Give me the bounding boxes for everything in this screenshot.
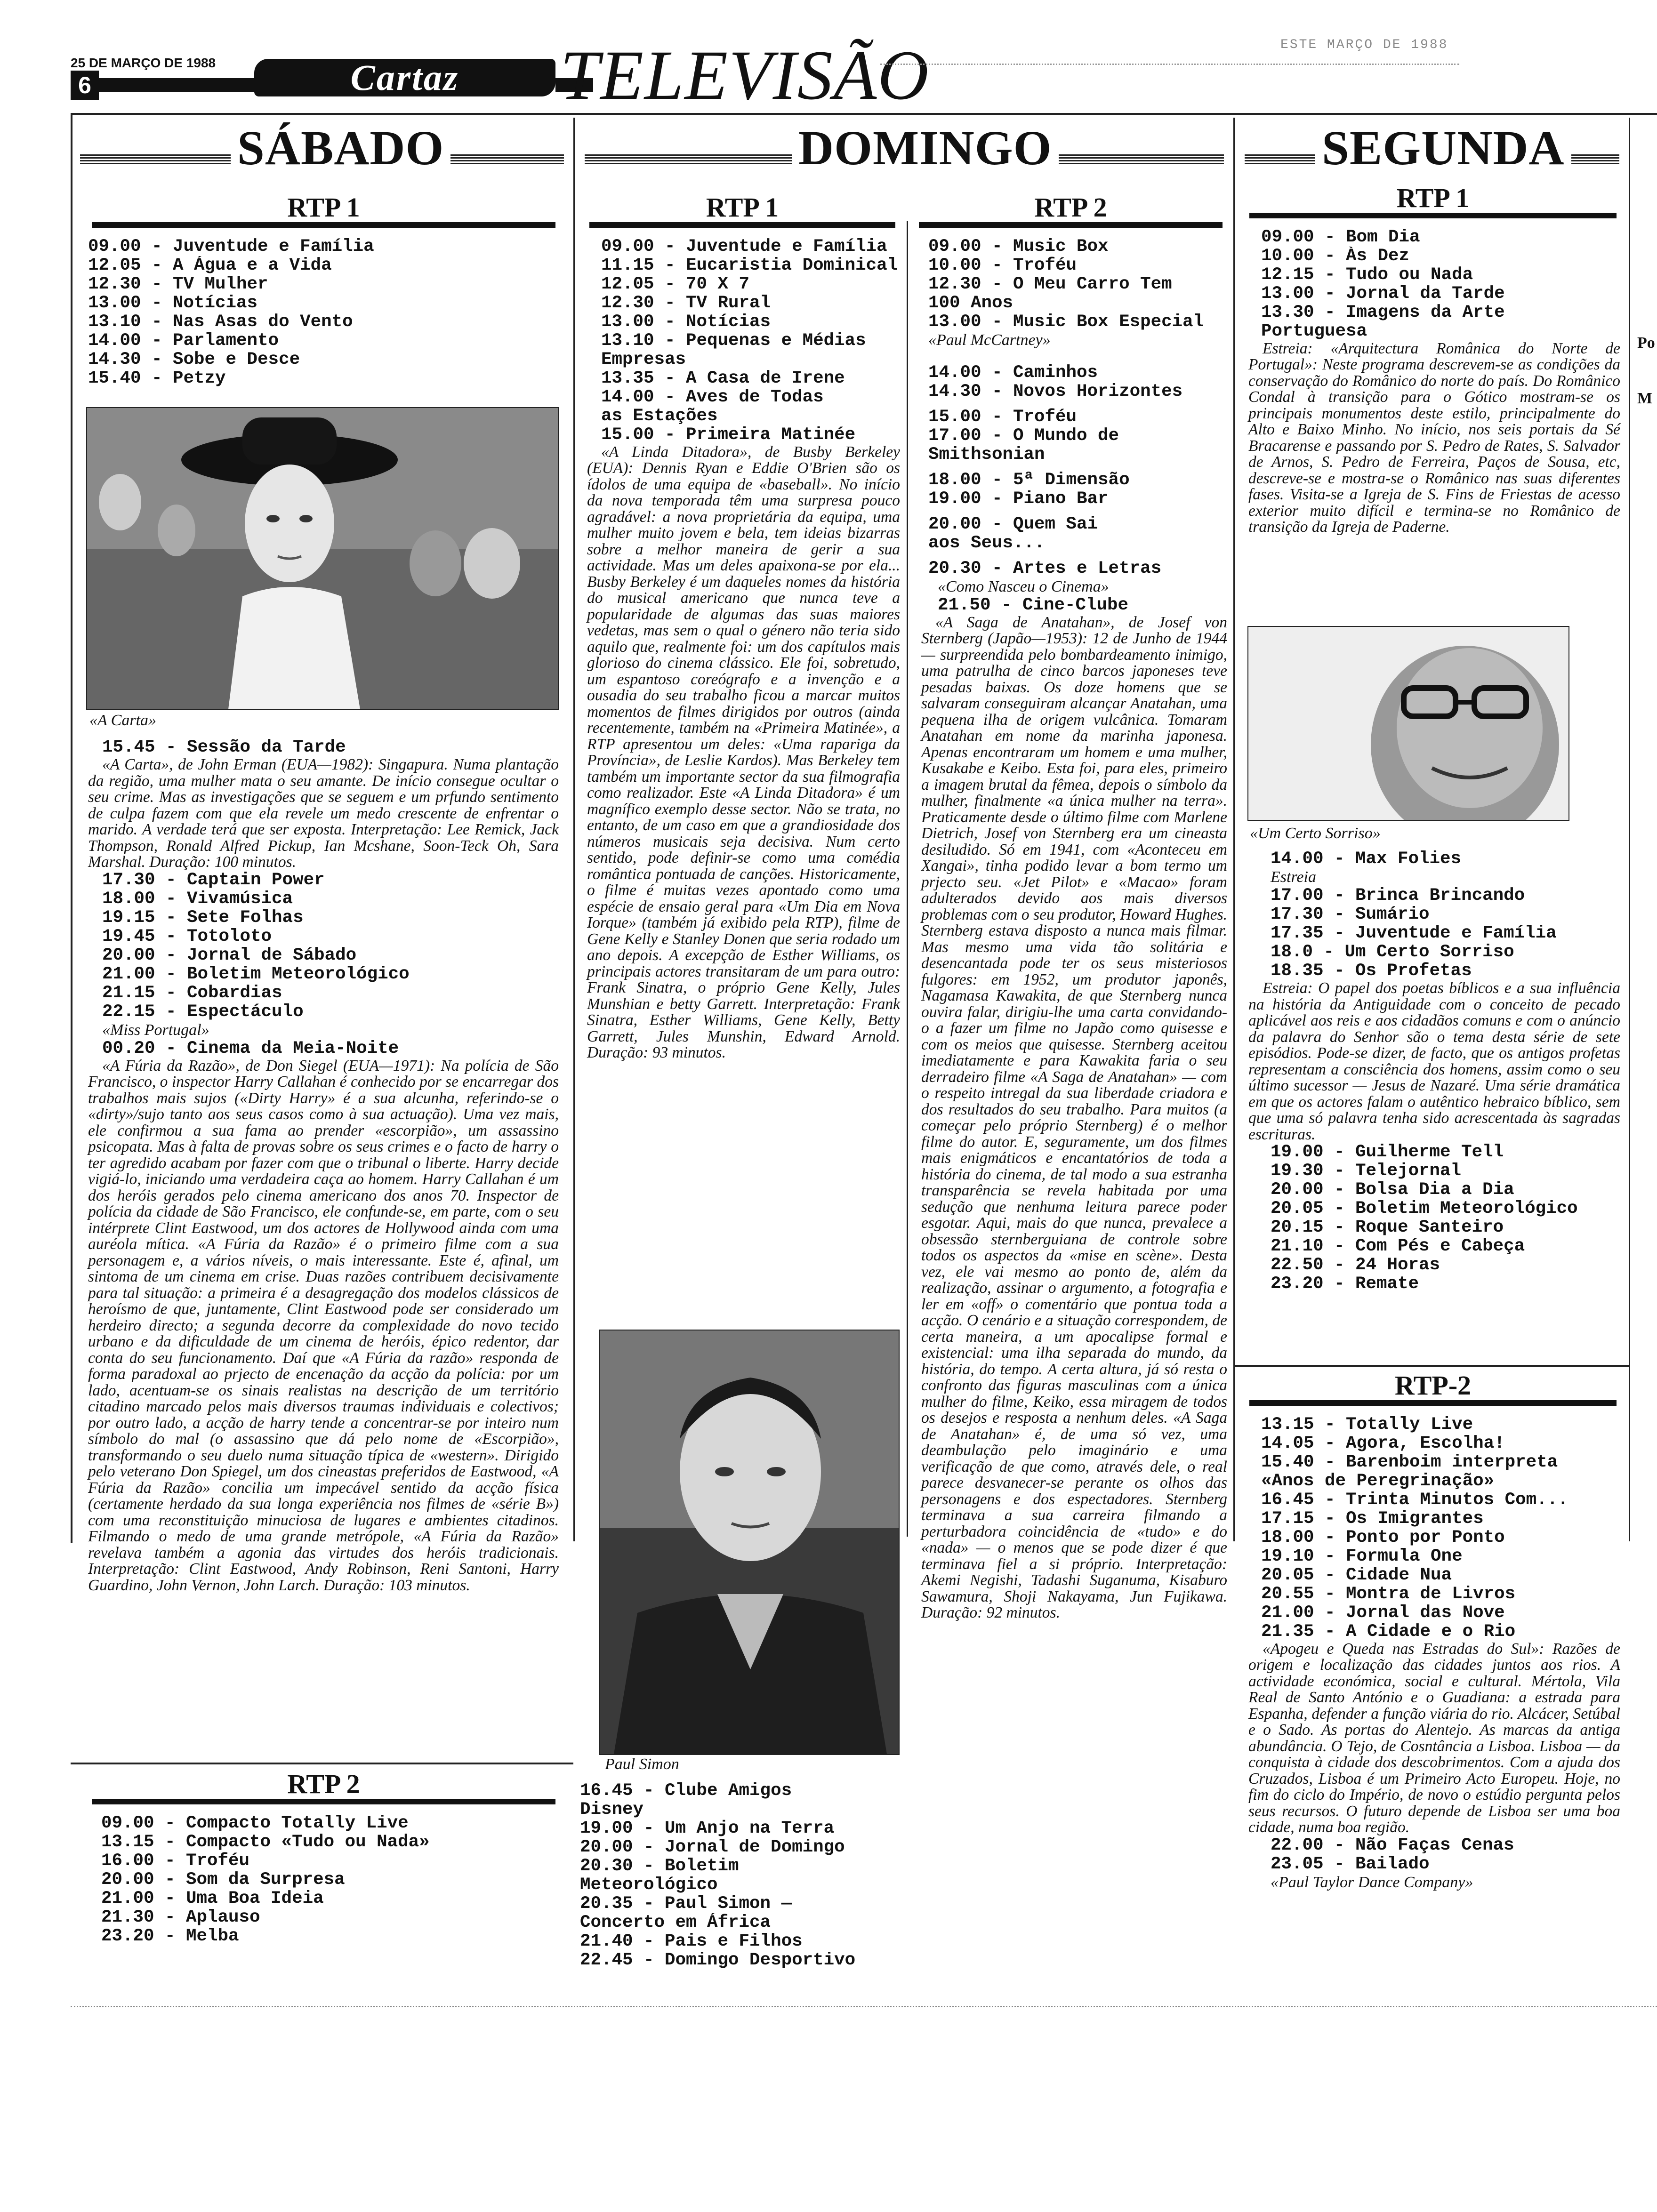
program-item: 18.35 - Os Profetas: [1271, 962, 1472, 980]
program-item: 18.00 - 5ª Dimensão: [928, 470, 1130, 489]
program-item: 13.35 - A Casa de Irene: [601, 369, 845, 388]
program-item: 14.00 - Max Folies: [1271, 850, 1462, 868]
program-item: 10.00 - Troféu: [928, 256, 1077, 275]
program-item: Disney: [580, 1800, 644, 1819]
program-item: 20.05 - Cidade Nua: [1261, 1565, 1452, 1585]
program-description: «Apogeu e Queda nas Estradas do Sul»: Razões de origem e localização das cidades juntos aos rios. A actividade económica, social e cultural. Mértola, Vila Real de Santo António e o Guadiana: a estrada para Espanha, defender a função viária do rio. Alcácer, Setúbal e o Sado. As portas do Alentejo. As marcas da antiga abundância. O Tejo, de Cosntância a Lisboa. Lisboa — da conquista à cidade dos descobrimentos. Com a ajuda dos Cruzados, Lisboa é um Primeiro Acto Europeu. Hoje, no fim do ciclo do Império, de novo o estúdio pergunta pelos seus recursos. O futuro depende de Lisboa ser uma boa cidade, numa boa região.: [1248, 1640, 1620, 1836]
program-item: 21.00 - Uma Boa Ideia: [101, 1889, 324, 1908]
saturday-rtp2: [82, 1767, 565, 1946]
program-item: 16.00 - Troféu: [101, 1851, 250, 1870]
program-item: 00.20 - Cinema da Meia-Noite: [102, 1039, 399, 1058]
program-item: 21.00 - Boletim Meteorológico: [102, 964, 410, 984]
program-list: [909, 363, 1232, 578]
masthead-rule: [99, 78, 254, 92]
program-item: [928, 401, 1232, 408]
program-item: 15.40 - Barenboim interpreta: [1261, 1452, 1558, 1472]
program-item: 14.05 - Agora, Escolha!: [1261, 1434, 1505, 1453]
program-item: Smithsonian: [928, 445, 1045, 464]
program-item: 20.55 - Montra de Livros: [1261, 1584, 1516, 1603]
program-item: 21.50 - Cine-Clube: [938, 595, 1129, 615]
bleed-through-rule: [880, 64, 1459, 70]
program-item: 12.30 - O Meu Carro Tem: [928, 274, 1172, 294]
program-description: «A Linda Ditadora», de Busby Berkeley (EUA): Dennis Ryan e Eddie O'Brien são os ídolos de uma equipa de «baseball». No início da nova temporada têm uma surpresa pouco agradável: a nova proprietária da equipa, uma mulher muito jovem e bela, tem ideias bizarras sobre a melhor maneira de gerir a sua actividade. Mas um deles apaixona-se por ela... Busby Berkeley é um daqueles nomes da história do musical americano que nunca teve a popularidade de algumas das suas maiores vedetas, mas sem o qual o género não teria sido aquilo que, realmente foi: um dos capítulos mais glorioso do cinema clássico. Ele foi, sobretudo, um espantoso coreógrafo e a invenção e a ousadia do seu trabalho ficou a marcar muitos momentos de filmes dirigidos por outros (ainda recentemente, também na «Primeira Matinée», a RTP apresentou um deles: «Uma rapariga da Província», de Leslie Kardos). Mas Berkeley tem também um importante sector da sua filmografia como realizador. Este «A Linda Ditadora» é um magnífico exemplo desse sector. Não se trata, no entanto, de um caso em que a grandiosidade dos números musicais seja decisiva. Num certo sentido, pode definir-se como uma comédia romântica pontuada de canções. Historicamente, o filme é muitas vezes apontado como uma espécie de ensaio geral para «Um Dia em Nova Iorque» (também já exibido pela RTP), filme de Gene Kelly e Stanley Donen que seria rodado um ano depois. A excepção de Esther Williams, os principais actores transitaram de um para outro: Frank Sinatra, o próprio Gene Kelly, Jules Munshian e betty Garrett. Interpretação: Frank Sinatra, Esther Williams, Gene Kelly, Betty Garrett, Jules Munshin, Edward Arnold. Duração: 93 minutos.: [587, 443, 900, 1062]
program-item: 20.00 - Jornal de Domingo: [580, 1838, 845, 1857]
program-item: Empresas: [601, 350, 686, 369]
program-item: 20.00 - Som da Surpresa: [101, 1870, 345, 1889]
program-item: 21.10 - Com Pés e Cabeça: [1271, 1237, 1525, 1256]
program-list: [580, 237, 905, 444]
program-item: 21.15 - Cobardias: [102, 983, 282, 1002]
program-item: 14.30 - Novos Horizontes: [928, 382, 1183, 401]
next-column-fragment: Po: [1637, 334, 1655, 352]
program-list: [1240, 1415, 1626, 1641]
issue-date: 25 DE MARÇO DE 1988: [71, 56, 216, 70]
program-item: 20.35 - Paul Simon —: [580, 1894, 792, 1913]
column-divider: [573, 118, 575, 1541]
monday-rtp1: [1240, 181, 1626, 536]
program-item: 21.40 - Pais e Filhos: [580, 1932, 803, 1951]
channel-name: RTP 2: [92, 1767, 555, 1804]
program-item: 14.00 - Caminhos: [928, 363, 1098, 382]
photo-paul-simon: [599, 1330, 900, 1755]
program-item: 09.00 - Bom Dia: [1261, 227, 1420, 247]
program-item: 13.15 - Compacto «Tudo ou Nada»: [101, 1832, 430, 1851]
program-item: 19.10 - Formula One: [1261, 1547, 1463, 1566]
program-item: 17.35 - Juventude e Família: [1271, 924, 1557, 943]
program-list: [82, 237, 565, 388]
program-subtitle: «Miss Portugal»: [102, 1021, 209, 1039]
program-item: 22.50 - 24 Horas: [1271, 1256, 1440, 1274]
program-item: 13.15 - Totally Live: [1261, 1415, 1473, 1434]
program-description: «A Fúria da Razão», de Don Siegel (EUA—1971): Na polícia de São Francisco, o inspector Harry Callahan é conhecido por se encarregar dos trabalhos mais sujos («Dirty Harry» é a sua alcunha, referindo-se o «dirty»/sujo tanto aos seus casos como à sua actuação). Uma vez mais, ele confirmou a sua fama ao prender «escorpião», um assassino psicopata. Mas à falta de provas sobre os seus crimes e o facto de harry o ter agredido acabam por fazer com que o tribunal o liberte. Harry decide vigiá-lo, iniciando uma verdadeira caça ao homem. Harry Callahan é um dos heróis gerados pelo cinema americano dos anos 70. Inspector de polícia da cidade de São Francisco, ele confunde-se, em parte, com o seu intérprete Clint Eastwood, um dos actores de Hollywood ainda com uma auréola mítica. «A Fúria da Razão» é o primeiro filme com a sua personagem e, a vários níveis, o mais interessante. Este é, afinal, um sintoma de um cinema em crise. Duas razões contribuem decisivamente para tal situação: a primeira é a desagregação dos modelos clássicos de heroísmo de que, juntamente, Clint Eastwood pode ser considerado um herdeiro directo; a segunda decorre da complexidade do novo tecido urbano e da dificuldade de um cinema de heróis, épico redentor, dar conta do seu funcionamento. Daí que «A Fúria da razão» responda de forma paradoxal ao prjecto de encenação da acção da polícia: por um lado, acentuam-se os sinais realistas na descrição de um território citadino marcado pelos mais diversos traumas individuais e colectivos; por outro lado, a acção de harry tende a concentrar-se por inteiro num símbolo do mal (o assassino que dá pelo nome de «Escorpião», transformando o seu duelo numa situação típica de «western». Dirigido pelo veterano Don Spiegel, um dos cineastas preferidos de Eastwood, «A Fúria da Razão» concilia um impecável sentido da acção física (certamente herdado da sua longa experiência nos filmes de «série B») com uma reconstituição minuciosa de lugares e ambientes citadinos. Filmando o medo de uma grande metrópole, «A Fúria da Razão» revelava também a agonia das virtudes dos heróis tradicionais. Interpretação: Clint Eastwood, Andy Robinson, Reni Santoni, Harry Guardino, John Vernon, John Larch. Duração: 103 minutos.: [88, 1057, 559, 1594]
page-title: TELEVISÃO: [560, 36, 930, 114]
channel-name: RTP 1: [92, 191, 555, 228]
section-rule: [71, 1763, 573, 1764]
program-item: 20.00 - Jornal de Sábado: [102, 946, 357, 965]
program-item: 21.00 - Jornal das Nove: [1261, 1603, 1505, 1622]
photo-a-carta: [86, 407, 559, 710]
program-item: 17.00 - O Mundo de: [928, 426, 1119, 445]
sunday-rtp1: [580, 191, 905, 1061]
program-item: 23.20 - Remate: [1271, 1274, 1419, 1293]
program-list: [1240, 1836, 1626, 1874]
program-list: [909, 237, 1232, 331]
monday-rtp2: [1240, 1369, 1626, 1891]
program-item: 14.30 - Sobe e Desce: [88, 350, 300, 369]
program-item: 19.45 - Totoloto: [102, 927, 272, 946]
program-description: «A Saga de Anatahan», de Josef von Sternberg (Japão—1953): 12 de Junho de 1944 — surpreendida pelo bombardeamento inimigo, uma patrulha de cinco barcos japoneses teve pesadas baixas. Os doze homens que se salvaram conseguiram alcançar Anatahan, uma pequena ilha de origem vulcânica. Tomaram Anatahan em nome da marinha japonesa. Apenas encontraram um homem e uma mulher, Kusakabe e Keibo. Esta foi, para eles, primeiro a imagem brutal da fêmea, depois o símbolo da mulher, finalmente «a única mulher na terra». Praticamente desde o último filme com Marlene Dietrich, Josef von Sternberg era um cineasta desiludido. Só em 1941, com «Aconteceu em Xangai», tinha podido levar a bom termo um prjecto seu. «Jet Pilot» e «Macao» foram adulterados devido aos mais diversos problemas com o seu produtor, Howard Hughes. Sternberg estava disposto a nunca mais filmar. Mas mesmo uma vida tão solitária e desencantada pode ter os seus misteriosos fulgores: em 1952, um produtor japonês, Nagamasa Kawakita, de que Sternberg nunca ouvira falar, dirigiu-lhe uma carta convidando-o a fazer um filme no Japão como quisesse e com os meios que quisesse. Sternberg aceitou imediatamente e para Kawakita faria o seu derradeiro filme «A Saga de Anatahan» — com o respeito intregal da sua liberdade criadora e dos resultados do seu trabalho. Para muitos (a começar pelo próprio Sternberg) é o melhor filme do autor. E, seguramente, um dos filmes mais enigmáticos e encantatórios de toda a história do cinema, de tal modo a sua estranha transparência se revela habitada por uma sedução que nenhuma leitura parece poder esgotar. Aqui, mais do que nunca, prevalece a obsessão sternberguiana de controle sobre todos os aspectos da «mise en scène». Desta vez, ele vai mesmo ao ponto de, além da realização, assinar o argumento, a fotografia e ler em «off» o comentário que pontua toda a acção. O cenário e a situação correspondem, de certa maneira, a um apocalipse formal e existencial: uma ilha separada do mundo, da história, do tempo. A certa altura, já só resta o confronto das figuras masculinas com a única mulher do filme, Keiko, essa miragem de todos os desejos e resposta a nenhum deles. «A Saga de Anatahan» é, de uma só vez, uma deambulação pelo imaginário e uma verificação de que como, através dele, o real parece desvanecer-se perante os olhos das personagens e dos espectadores. Sternberg terminava a sua carreira filmando a perturbadora coincidência de «tudo» e do «nada» — o menos que se pode dizer é que terminava fiel a si próprio. Interpretação: Akemi Negishi, Tadashi Suganuma, Kisaburo Sawamura, Shoji Nakayama, Jun Fujikawa. Duração: 92 minutos.: [921, 613, 1227, 1622]
program-item: 12.05 - A Água e a Vida: [88, 256, 332, 275]
photo-caption: «Um Certo Sorriso»: [1250, 825, 1381, 842]
photo-caption: Paul Simon: [605, 1755, 679, 1773]
photo-figure: [1248, 627, 1569, 820]
column-divider: [1233, 118, 1235, 1541]
program-item: 16.45 - Trinta Minutos Com...: [1261, 1490, 1569, 1509]
program-list: [1240, 886, 1626, 980]
program-item: 12.15 - Tudo ou Nada: [1261, 265, 1473, 284]
saturday-rtp1: [82, 191, 565, 388]
program-list: [88, 871, 559, 1021]
program-item: 12.30 - TV Mulher: [88, 274, 268, 294]
program-item: 13.00 - Jornal da Tarde: [1261, 284, 1505, 303]
next-column-fragment: M: [1637, 390, 1653, 407]
column-divider: [907, 221, 908, 1537]
program-item: 09.00 - Compacto Totally Live: [101, 1813, 409, 1833]
program-item: 23.05 - Bailado: [1271, 1854, 1430, 1874]
program-item: 18.00 - Vivamúsica: [102, 889, 293, 908]
program-item: [928, 553, 1232, 559]
monday-rtp1-afternoon: [1240, 850, 1626, 1293]
program-item: 13.00 - Music Box Especial: [928, 312, 1204, 331]
photo-um-certo-sorriso: [1247, 626, 1569, 821]
section-logo: Cartaz: [254, 59, 555, 96]
program-description: Estreia: «Arquitectura Românica do Norte de Portugal»: Neste programa descrevem-se as condições da conservação do Românico do norte do país. Do Românico Condal à transição para o Gótico mostram-se os principais monumentos deste estilo, principalmente do Alto e Baixo Minho. No início, nos seis portais da Sé Bracarense e passando por S. Pedro de Rates, S. Salvador de Arnos, S. Pedro de Ferreira, Paços de Sousa, etc, descreve-se e mostra-se o Românico nas suas diferentes fases. Visita-se a Igreja de S. Fins de Friestas de acesso exterior muito difícil e termina-se no Românico de transição da Igreja de Paderne.: [1248, 339, 1620, 536]
day-name: SÁBADO: [231, 120, 450, 176]
sunday-rtp2: [909, 191, 1232, 1621]
program-subtitle: Estreia: [1271, 868, 1316, 886]
program-item: 15.00 - Primeira Matinée: [601, 425, 856, 444]
program-item: 13.10 - Nas Asas do Vento: [88, 312, 353, 331]
program-item: as Estações: [601, 406, 718, 425]
program-item: Portuguesa: [1261, 321, 1367, 341]
program-item: 20.30 - Artes e Letras: [928, 559, 1162, 578]
page-bottom-rule: [71, 2006, 1657, 2009]
program-item: 15.45 - Sessão da Tarde: [102, 738, 346, 757]
program-item: 20.15 - Roque Santeiro: [1271, 1218, 1504, 1237]
program-subtitle: «Como Nasceu o Cinema»: [938, 577, 1109, 595]
program-item: 100 Anos: [928, 293, 1014, 313]
day-header-saturday: [71, 120, 573, 176]
program-subtitle: «Paul McCartney»: [928, 331, 1051, 349]
photo-figure: [600, 1330, 899, 1754]
program-item: 09.00 - Music Box: [928, 237, 1109, 256]
program-item: 14.00 - Aves de Todas: [601, 387, 824, 407]
program-item: 17.30 - Captain Power: [102, 870, 325, 890]
program-item: 18.0 - Um Certo Sorriso: [1271, 943, 1514, 962]
program-description: Estreia: O papel dos poetas bíblicos e a sua influência na história da Antiguidade com o conceito de pecado aplicável aos reis e aos cidadãos comuns e com o anúncio da palavra do Senhor são o tema desta série de sete episódios. Pode-se dizer, de facto, que os antigos profetas representam a consciência dos homens, assim como o seu último sucessor — Jesus de Nazaré. Uma série dramática em que os actores falam o autêntico hebraico bíblico, sem que uma só palavra tenha sido acrescentada às sagradas escrituras.: [1248, 979, 1620, 1143]
program-item: 22.00 - Não Faças Cenas: [1271, 1835, 1514, 1855]
program-item: 12.30 - TV Rural: [601, 293, 771, 313]
program-item: 22.15 - Espectáculo: [102, 1002, 304, 1021]
column-divider: [1629, 118, 1630, 1541]
program-item: Concerto em África: [580, 1913, 771, 1932]
program-list: [82, 1814, 565, 1946]
day-name: SEGUNDA: [1315, 120, 1571, 176]
program-item: 17.30 - Sumário: [1271, 905, 1430, 924]
program-item: 15.00 - Troféu: [928, 407, 1077, 426]
photo-figure: [87, 408, 558, 709]
program-item: 21.30 - Aplauso: [101, 1907, 260, 1927]
program-item: aos Seus...: [928, 533, 1045, 553]
program-list: [1240, 1143, 1626, 1293]
program-item: 13.30 - Imagens da Arte: [1261, 303, 1505, 322]
day-name: DOMINGO: [792, 120, 1059, 176]
day-header-monday: [1235, 120, 1629, 176]
program-list: [1240, 850, 1626, 868]
channel-name: RTP 1: [1249, 181, 1617, 218]
program-item: «Anos de Peregrinação»: [1261, 1471, 1495, 1491]
program-item: 14.00 - Parlamento: [88, 331, 279, 350]
program-item: 13.00 - Notícias: [88, 293, 258, 313]
channel-name: RTP 1: [589, 191, 895, 228]
program-item: 10.00 - Às Dez: [1261, 246, 1410, 265]
day-header-sunday: [575, 120, 1233, 176]
program-list: [580, 1781, 905, 1970]
program-item: 13.10 - Pequenas e Médias: [601, 331, 866, 350]
program-item: [928, 464, 1232, 471]
program-item: 19.00 - Guilherme Tell: [1271, 1143, 1504, 1162]
program-item: 19.00 - Piano Bar: [928, 489, 1109, 508]
program-item: 17.00 - Brinca Brincando: [1271, 886, 1525, 905]
program-item: 20.00 - Quem Sai: [928, 514, 1098, 534]
print-stamp: ESTE MARÇO DE 1988: [1280, 38, 1448, 52]
program-item: 19.15 - Sete Folhas: [102, 908, 304, 927]
program-item: 17.15 - Os Imigrantes: [1261, 1509, 1484, 1528]
page-number: 6: [71, 71, 99, 100]
program-description: «A Carta», de John Erman (EUA—1982): Singapura. Numa plantação da região, uma mulher mata o seu amante. De início consegue ocultar o seu crime. Mas as investigações que se seguem e um prfundo sentimento de culpa fazem com que ela revele um medo crescente de enfrentar o marido. A verdade terá que ser exposta. Interpretação: Lee Remick, Jack Thompson, Ronald Alfred Pickup, Ian Mcshane, Soon-Teck Oh, Sara Marshal. Duração: 100 minutos.: [88, 756, 559, 871]
photo-caption: «A Carta»: [89, 712, 157, 729]
program-item: 09.00 - Juventude e Família: [88, 237, 374, 256]
program-item: 23.20 - Melba: [101, 1926, 239, 1946]
channel-name: RTP-2: [1249, 1369, 1617, 1406]
program-item: 19.00 - Um Anjo na Terra: [580, 1819, 835, 1838]
program-item: 11.15 - Eucaristia Dominical: [601, 256, 898, 275]
channel-name: RTP 2: [919, 191, 1223, 228]
sunday-rtp1-evening: [580, 1781, 905, 1970]
program-item: 20.05 - Boletim Meteorológico: [1271, 1199, 1578, 1218]
saturday-rtp1-feature: [88, 738, 559, 1594]
program-list: [1240, 228, 1626, 341]
program-subtitle: «Paul Taylor Dance Company»: [1271, 1873, 1473, 1891]
program-item: 19.30 - Telejornal: [1271, 1162, 1462, 1180]
program-item: 20.00 - Bolsa Dia a Dia: [1271, 1180, 1514, 1199]
program-item: 21.35 - A Cidade e o Rio: [1261, 1622, 1516, 1641]
section-rule: [1235, 1365, 1629, 1367]
program-item: Meteorológico: [580, 1875, 718, 1894]
program-item: 20.30 - Boletim: [580, 1857, 739, 1875]
program-item: 15.40 - Petzy: [88, 369, 226, 388]
program-item: 13.00 - Notícias: [601, 312, 771, 331]
program-item: [928, 508, 1232, 515]
program-item: 12.05 - 70 X 7: [601, 274, 750, 294]
program-item: 09.00 - Juventude e Família: [601, 237, 887, 256]
program-item: 22.45 - Domingo Desportivo: [580, 1951, 856, 1970]
program-item: 16.45 - Clube Amigos: [580, 1781, 792, 1800]
program-item: 18.00 - Ponto por Ponto: [1261, 1528, 1505, 1547]
